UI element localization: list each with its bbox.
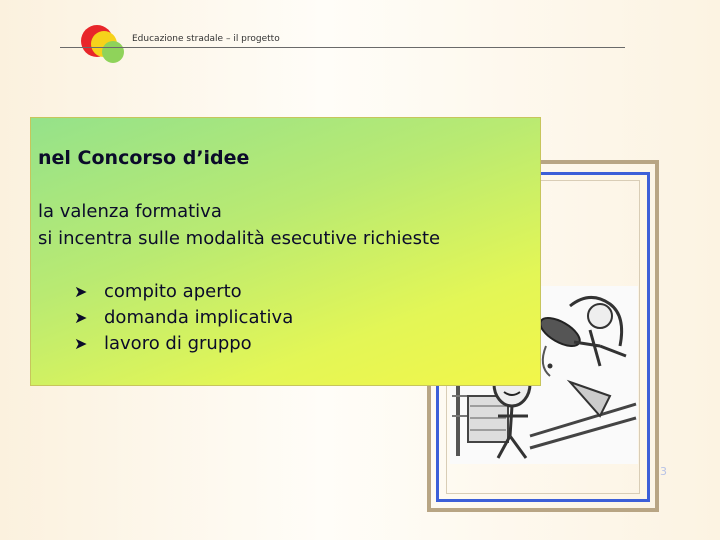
arrow-bullet-icon: ➤ (74, 282, 88, 301)
logo-icon (80, 24, 130, 66)
panel-title: nel Concorso d’idee (38, 147, 250, 169)
header-title: Educazione stradale – il progetto (132, 34, 280, 44)
bullet-label: domanda implicativa (104, 307, 294, 328)
arrow-bullet-icon: ➤ (74, 334, 88, 353)
bullet-label: lavoro di gruppo (104, 333, 252, 354)
bullet-item (74, 333, 252, 354)
bullet-item (74, 281, 242, 302)
panel-line-1: la valenza formativa (38, 201, 222, 222)
bullet-label: compito aperto (104, 281, 242, 302)
panel-line-2: si incentra sulle modalità esecutive richieste (38, 228, 441, 249)
bullet-item (74, 307, 293, 328)
header-rule (60, 47, 625, 48)
arrow-bullet-icon: ➤ (74, 308, 88, 327)
page-number: 3 (660, 465, 667, 478)
